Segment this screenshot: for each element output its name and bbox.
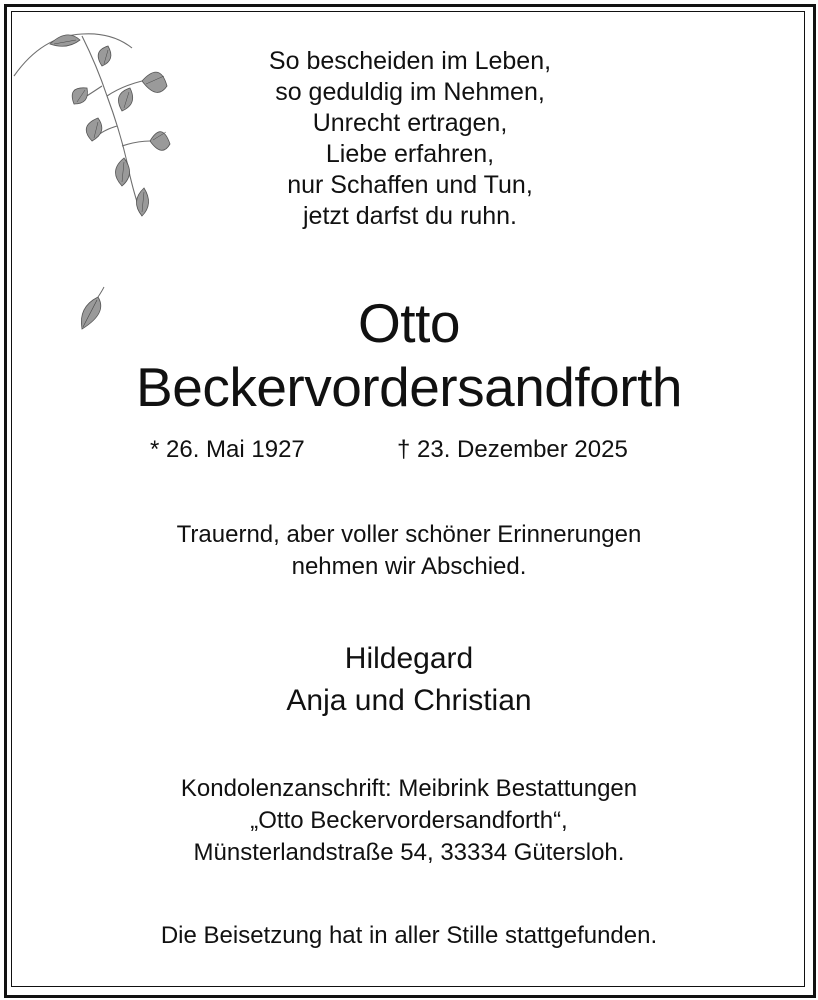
deceased-last-name: Beckervordersandforth (136, 356, 682, 418)
birch-leaf-branch-icon (12, 26, 172, 236)
memorial-poem (170, 46, 650, 232)
burial-note: Die Beisetzung hat in aller Stille stattgefunden. (160, 922, 658, 949)
poem-line: so geduldig im Nehmen, (275, 78, 545, 106)
poem-line: jetzt darfst du ruhn. (302, 202, 517, 230)
death-date: † 23. Dezember 2025 (397, 436, 628, 463)
poem-line: Unrecht ertragen, (312, 109, 508, 137)
farewell-text (20, 519, 798, 583)
mourner-name: Hildegard (344, 642, 474, 675)
address-line: Münsterlandstraße 54, 33334 Gütersloh. (193, 839, 625, 866)
poem-line: So bescheiden im Leben, (268, 47, 552, 75)
poem-line: Liebe erfahren, (325, 140, 495, 168)
deceased-first-name: Otto (358, 292, 460, 354)
birth-date: * 26. Mai 1927 (150, 436, 305, 463)
poem-line: nur Schaffen und Tun, (287, 171, 533, 199)
farewell-line: nehmen wir Abschied. (291, 553, 527, 580)
address-line: Kondolenzanschrift: Meibrink Bestattungen (180, 775, 638, 802)
address-line: „Otto Beckervordersandforth“, (250, 807, 568, 834)
condolence-address (20, 773, 798, 869)
mourner-name: Anja und Christian (286, 684, 532, 717)
farewell-line: Trauernd, aber voller schöner Erinnerungen (176, 521, 642, 548)
mourners-list (20, 638, 798, 722)
